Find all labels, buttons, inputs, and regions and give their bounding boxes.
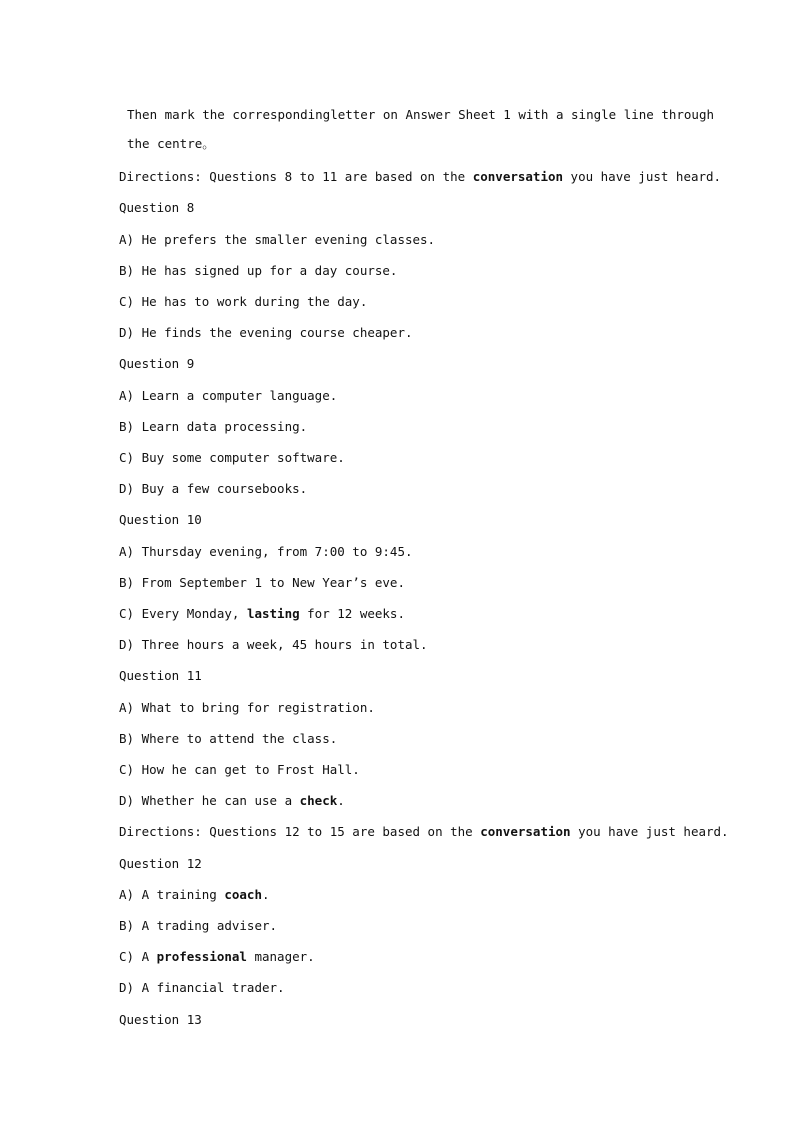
directions-8-11	[119, 169, 721, 185]
option-text: A) A training	[119, 887, 225, 902]
question-9-option-d: D) Buy a few coursebooks.	[119, 481, 308, 496]
option-text: D) Whether he can use a	[119, 793, 300, 808]
question-9-option-b: B) Learn data processing.	[119, 419, 308, 434]
question-12-label: Question 12	[119, 856, 202, 871]
question-10-option-c	[119, 606, 405, 622]
directions-12-15	[119, 824, 729, 840]
question-10-label: Question 10	[119, 512, 202, 527]
question-12-option-d: D) A financial trader.	[119, 980, 285, 995]
directions-text: Directions: Questions 8 to 11 are based on the	[119, 169, 473, 184]
option-text: manager.	[246, 949, 315, 964]
option-bold-word: coach	[224, 887, 262, 902]
question-10-option-b: B) From September 1 to New Year’s eve.	[119, 575, 405, 590]
question-13-label: Question 13	[119, 1012, 202, 1027]
directions-text: you have just heard.	[563, 169, 722, 184]
intro-line-2: the centre。	[127, 136, 215, 151]
option-text: .	[337, 793, 345, 808]
question-9-option-a: A) Learn a computer language.	[119, 388, 338, 403]
question-9-option-c: C) Buy some computer software.	[119, 450, 345, 465]
question-8-option-a: A) He prefers the smaller evening classes.	[119, 232, 436, 247]
question-11-label: Question 11	[119, 668, 202, 683]
question-11-option-b: B) Where to attend the class.	[119, 731, 338, 746]
question-11-option-d	[119, 793, 345, 809]
option-text: .	[262, 887, 270, 902]
question-12-option-b: B) A trading adviser.	[119, 918, 278, 933]
question-11-option-c: C) How he can get to Frost Hall.	[119, 762, 360, 777]
directions-text: Directions: Questions 12 to 15 are based on the	[119, 824, 481, 839]
intro-line-1: Then mark the correspondingletter on Answer Sheet 1 with a single line through	[127, 107, 714, 122]
option-bold-word: professional	[156, 949, 247, 964]
directions-bold-word: conversation	[472, 169, 564, 184]
directions-bold-word: conversation	[480, 824, 571, 839]
option-bold-word: lasting	[246, 606, 300, 621]
question-8-option-c: C) He has to work during the day.	[119, 294, 368, 309]
question-12-option-c	[119, 949, 315, 965]
question-8-label: Question 8	[119, 200, 195, 215]
directions-text: you have just heard.	[570, 824, 729, 839]
question-10-option-a: A) Thursday evening, from 7:00 to 9:45.	[119, 544, 413, 559]
option-text: C) Every Monday,	[119, 606, 247, 621]
question-11-option-a: A) What to bring for registration.	[119, 700, 375, 715]
option-text: C) A	[119, 949, 157, 964]
option-bold-word: check	[299, 793, 338, 808]
question-12-option-a	[119, 887, 270, 903]
question-10-option-d: D) Three hours a week, 45 hours in total.	[119, 637, 428, 652]
question-8-option-d: D) He finds the evening course cheaper.	[119, 325, 413, 340]
question-9-label: Question 9	[119, 356, 195, 371]
option-text: for 12 weeks.	[299, 606, 405, 621]
question-8-option-b: B) He has signed up for a day course.	[119, 263, 398, 278]
